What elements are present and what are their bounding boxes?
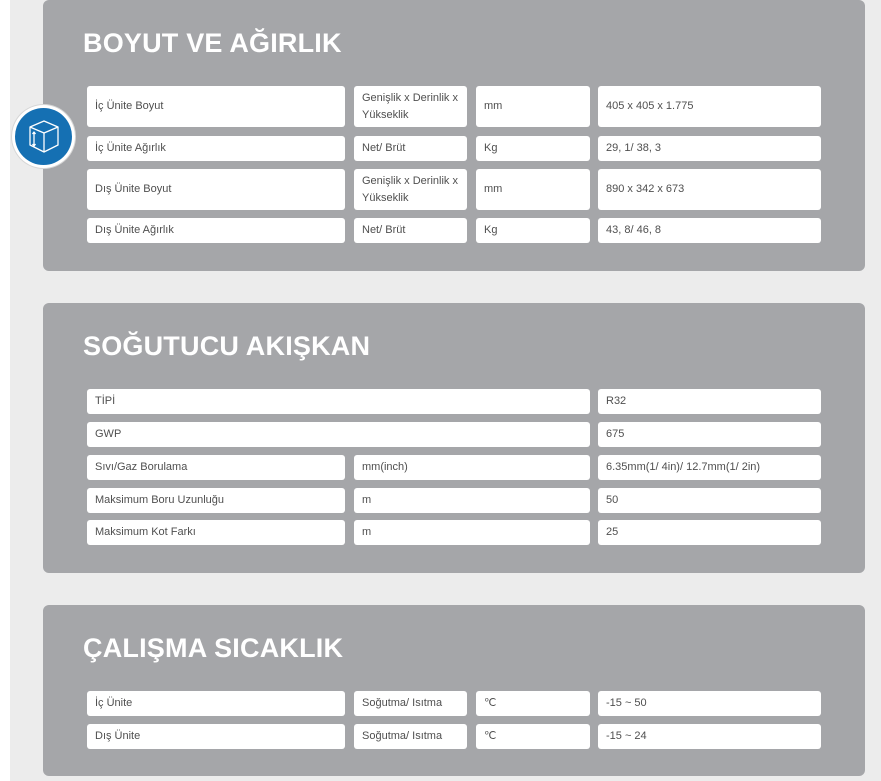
spec-unit: Kg xyxy=(476,218,590,243)
refrigerant-panel xyxy=(43,303,865,573)
spec-description: Soğutma/ Isıtma xyxy=(354,691,467,716)
spec-value: 6.35mm(1/ 4in)/ 12.7mm(1/ 2in) xyxy=(598,455,821,480)
spec-name: Dış Ünite xyxy=(87,724,345,749)
spec-name: Dış Ünite Boyut xyxy=(87,169,345,210)
spec-value: 29, 1/ 38, 3 xyxy=(598,136,821,161)
spec-unit: Kg xyxy=(476,136,590,161)
spec-unit: m xyxy=(354,488,590,513)
spec-unit: ℃ xyxy=(476,691,590,716)
spec-description: Genişlik x Derinlik x Yükseklik xyxy=(354,169,467,210)
spec-name: Maksimum Boru Uzunluğu xyxy=(87,488,345,513)
dimensions-weight-panel xyxy=(43,0,865,271)
spec-name: Maksimum Kot Farkı xyxy=(87,520,345,545)
section-title: SOĞUTUCU AKIŞKAN xyxy=(83,331,371,361)
spec-description: Soğutma/ Isıtma xyxy=(354,724,467,749)
section-title: BOYUT VE AĞIRLIK xyxy=(83,28,342,58)
spec-unit: mm xyxy=(476,86,590,127)
cube-dimensions-icon xyxy=(12,105,75,168)
spec-unit: m xyxy=(354,520,590,545)
spec-value: 890 x 342 x 673 xyxy=(598,169,821,210)
spec-unit: mm xyxy=(476,169,590,210)
spec-name: GWP xyxy=(87,422,590,447)
spec-value: R32 xyxy=(598,389,821,414)
spec-name: TİPİ xyxy=(87,389,590,414)
section-title: ÇALIŞMA SICAKLIK xyxy=(83,633,344,663)
spec-name: İç Ünite Boyut xyxy=(87,86,345,127)
page-edge xyxy=(0,0,10,781)
spec-value: 405 x 405 x 1.775 xyxy=(598,86,821,127)
spec-unit: mm(inch) xyxy=(354,455,590,480)
spec-value: 50 xyxy=(598,488,821,513)
spec-name: İç Ünite Ağırlık xyxy=(87,136,345,161)
spec-value: 25 xyxy=(598,520,821,545)
spec-unit: ℃ xyxy=(476,724,590,749)
spec-name: Sıvı/Gaz Borulama xyxy=(87,455,345,480)
spec-value: -15 ~ 24 xyxy=(598,724,821,749)
spec-description: Net/ Brüt xyxy=(354,136,467,161)
spec-value: 43, 8/ 46, 8 xyxy=(598,218,821,243)
operating-temperature-panel xyxy=(43,605,865,776)
spec-value: 675 xyxy=(598,422,821,447)
spec-description: Genişlik x Derinlik x Yükseklik xyxy=(354,86,467,127)
spec-name: İç Ünite xyxy=(87,691,345,716)
spec-value: -15 ~ 50 xyxy=(598,691,821,716)
spec-description: Net/ Brüt xyxy=(354,218,467,243)
spec-name: Dış Ünite Ağırlık xyxy=(87,218,345,243)
